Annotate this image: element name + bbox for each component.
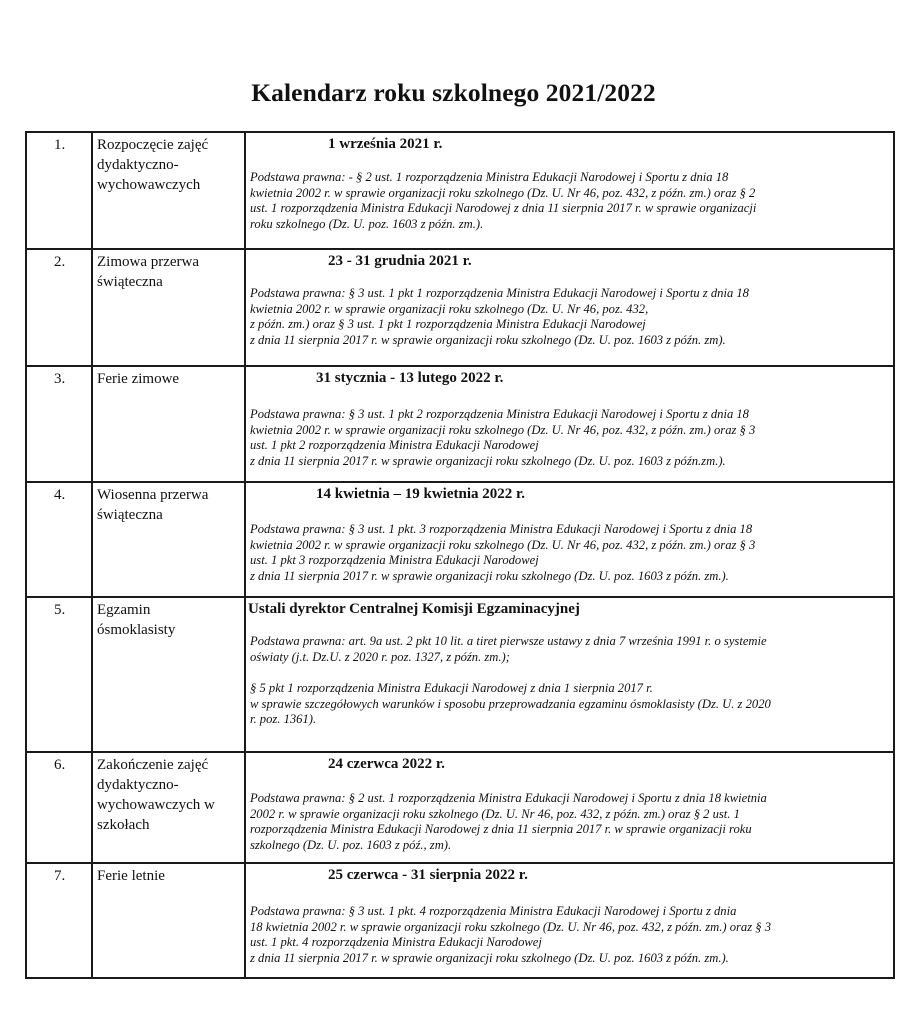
event-name-cell [92,863,245,978]
legal-basis-line: szkolnego (Dz. U. poz. 1603 z póź., zm). [250,837,452,852]
event-date: 14 kwietnia – 19 kwietnia 2022 r. [316,486,526,502]
legal-basis [246,904,893,968]
row-number: 2. [54,254,66,270]
event-date: 23 - 31 grudnia 2021 r. [328,253,472,269]
legal-basis-line: z dnia 11 sierpnia 2017 r. w sprawie organizacji roku szkolnego (Dz. U. poz. 1603 z późn. zm.). [250,568,729,583]
legal-basis-line: ust. 1 pkt 3 rozporządzenia Ministra Edukacji Narodowej [250,553,539,568]
event-name-line: świąteczna [97,274,163,290]
event-name-line: Ferie letnie [97,868,165,884]
event-details-cell [245,863,894,978]
legal-basis-line: § 5 pkt 1 rozporządzenia Ministra Edukacji Narodowej z dnia 1 sierpnia 2017 r. [250,681,653,696]
event-date: 1 września 2021 r. [328,136,443,152]
event-name-line: Wiosenna przerwa [97,487,209,503]
event-name-line: ósmoklasisty [97,622,176,638]
legal-basis [246,791,893,855]
legal-basis [246,522,893,586]
calendar-row [26,597,894,752]
legal-basis-line: r. poz. 1361). [250,712,317,727]
legal-basis-line: z dnia 11 sierpnia 2017 r. w sprawie organizacji roku szkolnego (Dz. U. poz. 1603 z późn. zm). [250,332,726,347]
legal-basis-extra [246,681,893,730]
event-name-cell [92,597,245,752]
legal-basis-line: Podstawa prawna: § 3 ust. 1 pkt. 4 rozporządzenia Ministra Edukacji Narodowej i Sportu z dnia [250,904,737,918]
legal-basis-line: ust. 1 rozporządzenia Ministra Edukacji Narodowej z dnia 11 sierpnia 2017 r. w sprawie organizacji [250,201,757,216]
legal-basis [246,634,893,667]
event-name [93,753,244,835]
event-name-line: Rozpoczęcie zajęć [97,137,209,153]
row-number-cell [26,482,92,597]
legal-basis-line: kwietnia 2002 r. w sprawie organizacji roku szkolnego (Dz. U. Nr 46, poz. 432, z późn. zm.) oraz § 2 [250,185,756,200]
legal-basis-line: Podstawa prawna: § 3 ust. 1 pkt 1 rozporządzenia Ministra Edukacji Narodowej i Sportu z dnia 18 [250,286,749,300]
legal-basis-line: roku szkolnego (Dz. U. poz. 1603 z późn. zm.). [250,216,484,231]
event-name-cell [92,132,245,249]
row-number: 3. [54,371,66,387]
event-name [93,367,244,389]
legal-basis-line: Podstawa prawna: § 3 ust. 1 pkt. 3 rozporządzenia Ministra Edukacji Narodowej i Sportu z dnia 18 [250,522,753,536]
event-details-cell [245,752,894,863]
event-name-line: świąteczna [97,507,163,523]
row-number-cell [26,752,92,863]
event-name-cell [92,482,245,597]
legal-basis [246,170,893,234]
event-name-line: dydaktyczno- [97,157,179,173]
row-number: 7. [54,868,66,884]
event-name-line: wychowawczych w [97,797,215,813]
calendar-row [26,482,894,597]
row-number-cell [26,249,92,366]
legal-basis-line: oświaty (j.t. Dz.U. z 2020 r. poz. 1327, z późn. zm.); [250,649,510,664]
event-name [93,133,244,195]
calendar-row [26,132,894,249]
row-number: 1. [54,137,66,153]
calendar-row [26,752,894,863]
legal-basis-line: 2002 r. w sprawie organizacji roku szkolnego (Dz. U. Nr 46, poz. 432, z późn. zm.) oraz § 2 ust. 1 [250,806,740,821]
event-name [93,483,244,525]
legal-basis-line: 18 kwietnia 2002 r. w sprawie organizacji roku szkolnego (Dz. U. Nr 46, poz. 432, z późn. zm.) oraz § 3 [250,919,772,934]
event-name-line: Egzamin [97,602,151,618]
event-name-cell [92,366,245,482]
event-name [93,598,244,640]
row-number: 6. [54,757,66,773]
event-name-cell [92,752,245,863]
legal-basis-line: Podstawa prawna: § 3 ust. 1 pkt 2 rozporządzenia Ministra Edukacji Narodowej i Sportu z dnia 18 [250,407,749,421]
legal-basis-line: Podstawa prawna: - § 2 ust. 1 rozporządzenia Ministra Edukacji Narodowej i Sportu z dnia 18 [250,170,729,184]
event-name-line: Zimowa przerwa [97,254,200,270]
legal-basis-line: kwietnia 2002 r. w sprawie organizacji roku szkolnego (Dz. U. Nr 46, poz. 432, z późn. zm.) oraz § 3 [250,537,756,552]
row-number: 4. [54,487,66,503]
event-details-cell [245,597,894,752]
calendar-row [26,366,894,482]
legal-basis [246,286,893,350]
row-number-cell [26,132,92,249]
legal-basis-line: kwietnia 2002 r. w sprawie organizacji roku szkolnego (Dz. U. Nr 46, poz. 432, [250,301,649,316]
event-name [93,250,244,292]
legal-basis-line: Podstawa prawna: § 2 ust. 1 rozporządzenia Ministra Edukacji Narodowej i Sportu z dnia 18 kwietnia [250,791,767,805]
event-name-cell [92,249,245,366]
legal-basis-line: rozporządzenia Ministra Edukacji Narodowej z dnia 11 sierpnia 2017 r. w sprawie organizacji roku [250,822,752,837]
event-details-cell [245,132,894,249]
legal-basis-line: Podstawa prawna: art. 9a ust. 2 pkt 10 lit. a tiret pierwsze ustawy z dnia 7 września 1991 r. o systemie [250,634,767,648]
calendar-row [26,249,894,366]
event-date: 25 czerwca - 31 sierpnia 2022 r. [328,867,528,883]
legal-basis-line: w sprawie szczegółowych warunków i sposobu przeprowadzania egzaminu ósmoklasisty (Dz. U. z 2020 [250,696,771,711]
calendar-table [25,131,895,979]
legal-basis-line: z późn. zm.) oraz § 3 ust. 1 pkt 1 rozporządzenia Ministra Edukacji Narodowej [250,317,646,332]
legal-basis-line: ust. 1 pkt. 4 rozporządzenia Ministra Edukacji Narodowej [250,935,542,950]
page-title: Kalendarz roku szkolnego 2021/2022 [251,78,656,107]
event-date: 31 stycznia - 13 lutego 2022 r. [316,370,504,386]
row-number-cell [26,597,92,752]
event-name [93,864,244,886]
event-details-cell [245,366,894,482]
event-date: Ustali dyrektor Centralnej Komisji Egzaminacyjnej [248,601,580,617]
calendar-row [26,863,894,978]
event-name-line: Zakończenie zajęć [97,757,209,773]
event-date: 24 czerwca 2022 r. [328,756,445,772]
legal-basis [246,407,893,471]
legal-basis-line: kwietnia 2002 r. w sprawie organizacji roku szkolnego (Dz. U. Nr 46, poz. 432, z późn. zm.) oraz § 3 [250,422,756,437]
event-name-line: szkołach [97,817,150,833]
event-name-line: dydaktyczno- [97,777,179,793]
legal-basis-line: z dnia 11 sierpnia 2017 r. w sprawie organizacji roku szkolnego (Dz. U. poz. 1603 z późn.zm.). [250,453,726,468]
event-details-cell [245,482,894,597]
event-details-cell [245,249,894,366]
event-name-line: Ferie zimowe [97,371,180,387]
row-number: 5. [54,602,66,618]
legal-basis-line: z dnia 11 sierpnia 2017 r. w sprawie organizacji roku szkolnego (Dz. U. poz. 1603 z późn. zm.). [250,950,729,965]
legal-basis-line: ust. 1 pkt 2 rozporządzenia Ministra Edukacji Narodowej [250,438,539,453]
row-number-cell [26,366,92,482]
row-number-cell [26,863,92,978]
event-name-line: wychowawczych [97,177,201,193]
